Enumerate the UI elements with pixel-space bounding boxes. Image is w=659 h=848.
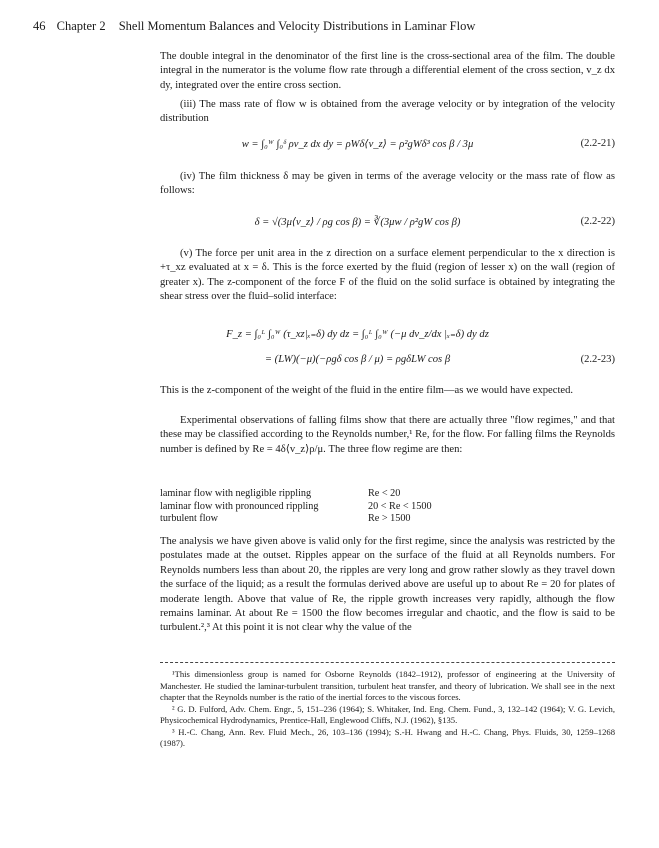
equation-2-2-21 [160,130,615,160]
regime-row: laminar flow with pronounced rippling 20 < Re < 1500 [160,500,432,512]
equation-body: δ = √(3μ⟨v_z⟩ / ρg cos β) = ∛(3μw / ρ²gW cos β) [254,217,461,228]
running-head [33,19,633,34]
paragraph-mass-rate: (iii) The mass rate of flow w is obtained from the average velocity or by integration of the velocity distribution [160,99,615,125]
paragraph-film-thickness: (iv) The film thickness δ may be given in terms of the average velocity or the mass rate of flow as follows: [160,171,615,197]
equation-body: w = ∫₀ᵂ ∫₀ᵟ ρv_z dx dy = ρWδ⟨v_z⟩ = ρ²gWδ³ cos β / 3μ [241,139,474,150]
regime-row: laminar flow with negligible rippling Re < 20 [160,488,401,499]
equation-number: (2.2-23) [580,354,615,365]
page-number: 46 [33,19,46,33]
equation-body: F_z = ∫₀ᴸ ∫₀ᵂ (τ_xz|ₓ₌δ) dy dz = ∫₀ᴸ ∫₀ᵂ (−μ dv_z/dx |ₓ₌δ) dy dz [226,329,489,340]
paragraph-analysis-validity: The analysis we have given above is valid only for the first regime, since the analysis was restricted by the postulates made at the outset. Ripples appear on the surface of the fluid at all Reynolds numbers. For Reynolds numbers less than about 20, the ripples are very long and grow rather slowly as they travel down the surface of the liquid; as a result the formulas derived above are useful up to about Re = 20 for plates of moderate length. Above that value of Re, the ripple growth increases very rapidly, although the flow remains laminar. At about Re = 1500 the flow becomes irregular and chaotic, and the flow is said to be turbulent.²,³ At this point it is not clear why the value of the [160,536,615,634]
equation-2-2-22 [160,208,615,238]
equation-number: (2.2-21) [580,138,615,149]
flow-regime-list [160,488,432,526]
chapter-label: Chapter 2 [56,19,106,33]
paragraph-force: (v) The force per unit area in the z direction on a surface element perpendicular to the x direction is +τ_xz evaluated at x = δ. This is the force exerted by the fluid (region of lesser x) on the wall (region of greater x). The z-component of the force F of the fluid on the solid surface is obtained by integrating the shear stress over the fluid–solid interface: [160,248,615,303]
equation-2-2-23-line2 [160,346,615,376]
paragraph-experimental: Experimental observations of falling films show that there are actually three "flow regimes," and that these may be classified according to the Reynolds number,¹ Re, for the flow. For falling films the Reynolds number is defined by Re = 4δ⟨v_z⟩ρ/μ. The three flow regime are then: [160,415,615,455]
footnotes [160,669,615,750]
footnote-2: ² G. D. Fulford, Adv. Chem. Engr., 5, 151–236 (1964); S. Whitaker, Ind. Eng. Chem. Fund., 3, 132–142 (1964); V. G. Levich, Physicochemical Hydrodynamics, Prentice-Hall, Englewood Cliffs, N.J. (1962), §135. [160,703,615,725]
footnote-1: ¹This dimensionless group is named for Osborne Reynolds (1842–1912), professor of engineering at the University of Manchester. He studied the laminar-turbulent transition, turbulent heat transfer, and theory of lubrication. We shall see in the next chapter that the Reynolds number is the ratio of the inertial forces to the viscous forces. [160,669,615,702]
equation-body: = (LW)(−μ)(−ρgδ cos β / μ) = ρgδLW cos β [264,354,451,365]
chapter-title: Shell Momentum Balances and Velocity Distributions in Laminar Flow [118,19,476,33]
paragraph-cross-section: The double integral in the denominator of the first line is the cross-sectional area of the film. The double integral in the numerator is the volume flow rate through a differential element of the cross section, v_z dx dy, integrated over the entire cross section. [160,51,615,91]
equation-number: (2.2-22) [580,216,615,227]
paragraph-weight: This is the z-component of the weight of the fluid in the entire film—as we would have expected. [160,385,574,396]
regime-row: turbulent flow Re > 1500 [160,513,411,524]
footnote-divider [160,662,615,663]
footnote-3: ³ H.-C. Chang, Ann. Rev. Fluid Mech., 26, 103–136 (1994); S.-H. Hwang and H.-C. Chang, Phys. Fluids, 30, 1259–1268 (1987). [160,726,615,748]
